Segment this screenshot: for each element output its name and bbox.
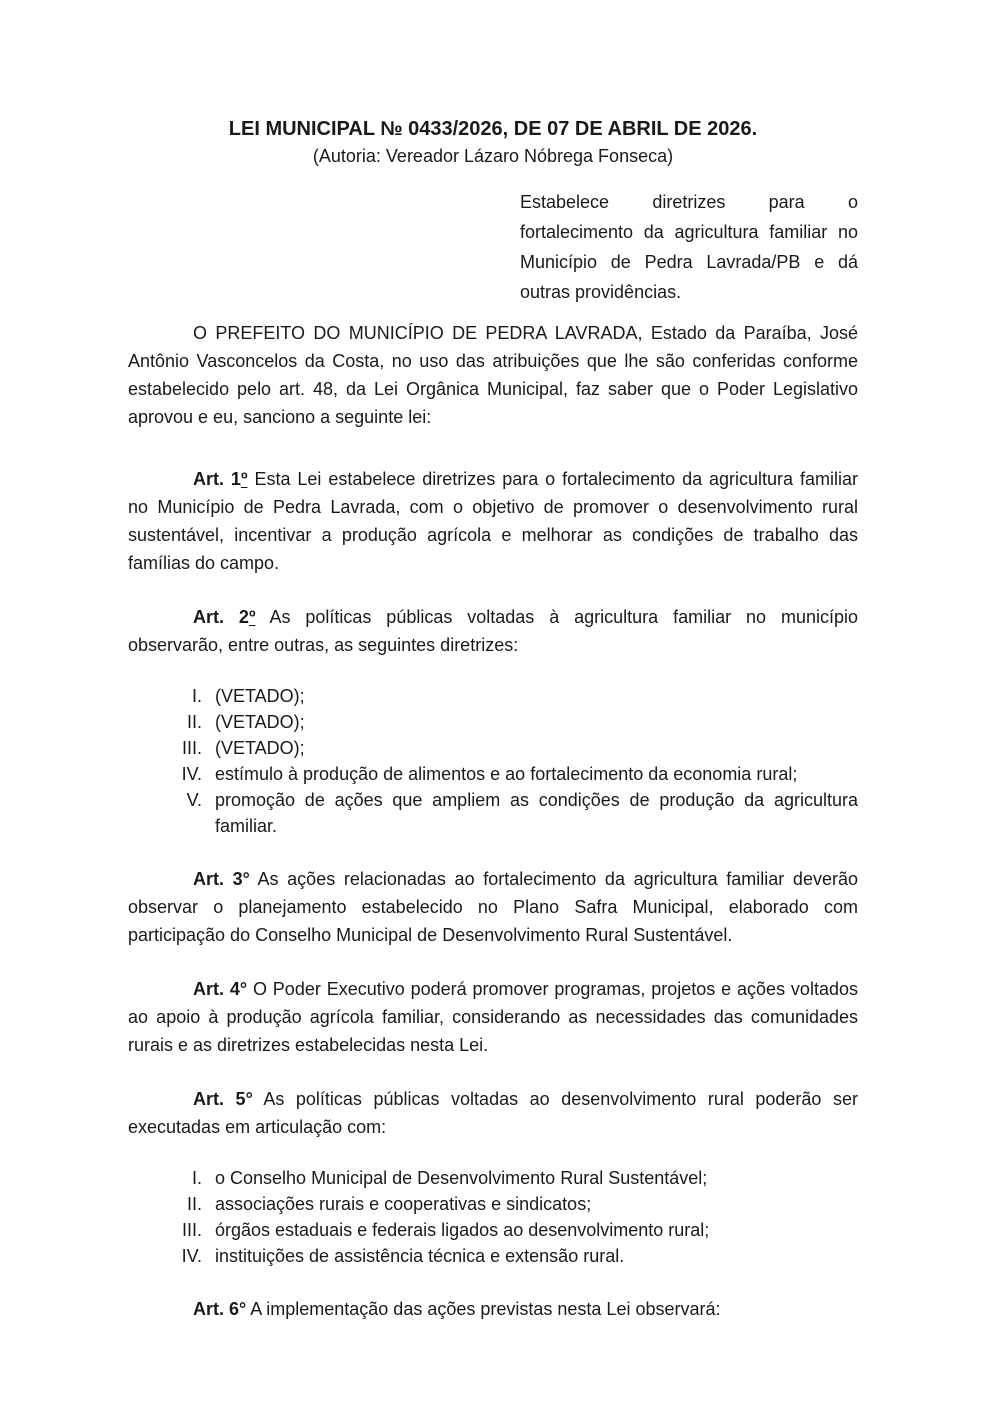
- list-item: [128, 709, 858, 735]
- ordinal-indicator: °: [245, 1089, 253, 1109]
- list-item: [128, 787, 858, 839]
- list-item-numeral: IV.: [181, 764, 202, 784]
- list-item-text: (VETADO);: [215, 686, 305, 706]
- article-4-text: O Poder Executivo poderá promover programas, projetos e ações voltados ao apoio à produção agrícola familiar, considerando as necessidades das comunidades rurais e as diretrizes estabelecidas nesta Lei.: [128, 979, 858, 1055]
- list-item-text: (VETADO);: [215, 712, 305, 732]
- article-1-text: Esta Lei estabelece diretrizes para o fortalecimento da agricultura familiar no Município de Pedra Lavrada, com o objetivo de promover o desenvolvimento rural sustentável, incentivar a produção agrícola e melhorar as condições de trabalho das famílias do campo.: [128, 469, 858, 573]
- article-6-text: A implementação das ações previstas nesta Lei observará:: [250, 1299, 721, 1319]
- list-item-text: órgãos estaduais e federais ligados ao desenvolvimento rural;: [215, 1220, 710, 1240]
- list-item-numeral: III.: [181, 738, 202, 758]
- document-title: LEI MUNICIPAL № 0433/2026, DE 07 DE ABRIL DE 2026.: [228, 118, 758, 140]
- list-item: [128, 1243, 858, 1269]
- article-2-paragraph: [128, 603, 858, 659]
- article-2-text: As políticas públicas voltadas à agricultura familiar no município observarão, entre outras, as seguintes diretrizes:: [128, 607, 858, 655]
- list-item: [128, 1191, 858, 1217]
- list-item-text: (VETADO);: [215, 738, 305, 758]
- list-item-numeral: II.: [186, 712, 202, 732]
- article-4-label: Art. 4°: [193, 979, 248, 999]
- article-6-label: Art. 6°: [193, 1299, 247, 1319]
- ementa-paragraph: Estabelece diretrizes para o fortalecimento da agricultura familiar no Município de Pedra Lavrada/PB e dá outras providências.: [520, 192, 858, 302]
- article-1-label: Art. 1º: [193, 469, 248, 489]
- preamble-paragraph: O PREFEITO DO MUNICÍPIO DE PEDRA LAVRADA, Estado da Paraíba, José Antônio Vasconcelos da Costa, no uso das atribuições que lhe são conferidas conforme estabelecido pelo art. 48, da Lei Orgânica Municipal, faz saber que o Poder Legislativo aprovou e eu, sanciono a seguinte lei:: [128, 323, 858, 427]
- list-item-numeral: II.: [186, 1194, 202, 1214]
- list-item-numeral: I.: [191, 1168, 202, 1188]
- article-1-paragraph: [128, 465, 858, 577]
- article-6-paragraph: [128, 1295, 858, 1323]
- article-3-text: As ações relacionadas ao fortalecimento da agricultura familiar deverão observar o planejamento estabelecido no Plano Safra Municipal, elaborado com participação do Conselho Municipal de Desenvolvimento Rural Sustentável.: [128, 869, 858, 945]
- list-item-text: o Conselho Municipal de Desenvolvimento Rural Sustentável;: [215, 1168, 708, 1188]
- list-item: [128, 761, 858, 787]
- article-5-text: As políticas públicas voltadas ao desenvolvimento rural poderão ser executadas em articulação com:: [128, 1089, 858, 1137]
- list-item-text: instituições de assistência técnica e extensão rural.: [215, 1246, 625, 1266]
- list-item-numeral: III.: [181, 1220, 202, 1240]
- list-item-numeral: IV.: [181, 1246, 202, 1266]
- ordinal-indicator: º: [248, 607, 256, 627]
- article-5-paragraph: [128, 1085, 858, 1141]
- list-item-numeral: V.: [186, 790, 202, 810]
- article-3-label: Art. 3°: [193, 869, 250, 889]
- article-4-paragraph: [128, 975, 858, 1059]
- article-3-paragraph: [128, 865, 858, 949]
- list-item: [128, 1165, 858, 1191]
- list-item: [128, 1217, 858, 1243]
- list-item-numeral: I.: [191, 686, 202, 706]
- document-authorship: (Autoria: Vereador Lázaro Nóbrega Fonseca): [312, 146, 674, 166]
- ordinal-indicator: °: [242, 869, 250, 889]
- ordinal-indicator: °: [239, 1299, 247, 1319]
- list-item-text: estímulo à produção de alimentos e ao fortalecimento da economia rural;: [215, 764, 798, 784]
- ordinal-indicator: °: [239, 979, 248, 999]
- article-5-items-list: [128, 1165, 858, 1269]
- list-item-text: promoção de ações que ampliem as condições de produção da agricultura familiar.: [215, 790, 858, 836]
- article-2-items-list: [128, 683, 858, 839]
- list-item-text: associações rurais e cooperativas e sindicatos;: [215, 1194, 592, 1214]
- article-5-label: Art. 5°: [193, 1089, 253, 1109]
- list-item: [128, 735, 858, 761]
- list-item: [128, 683, 858, 709]
- article-2-label: Art. 2º: [193, 607, 256, 627]
- ordinal-indicator: º: [240, 469, 248, 489]
